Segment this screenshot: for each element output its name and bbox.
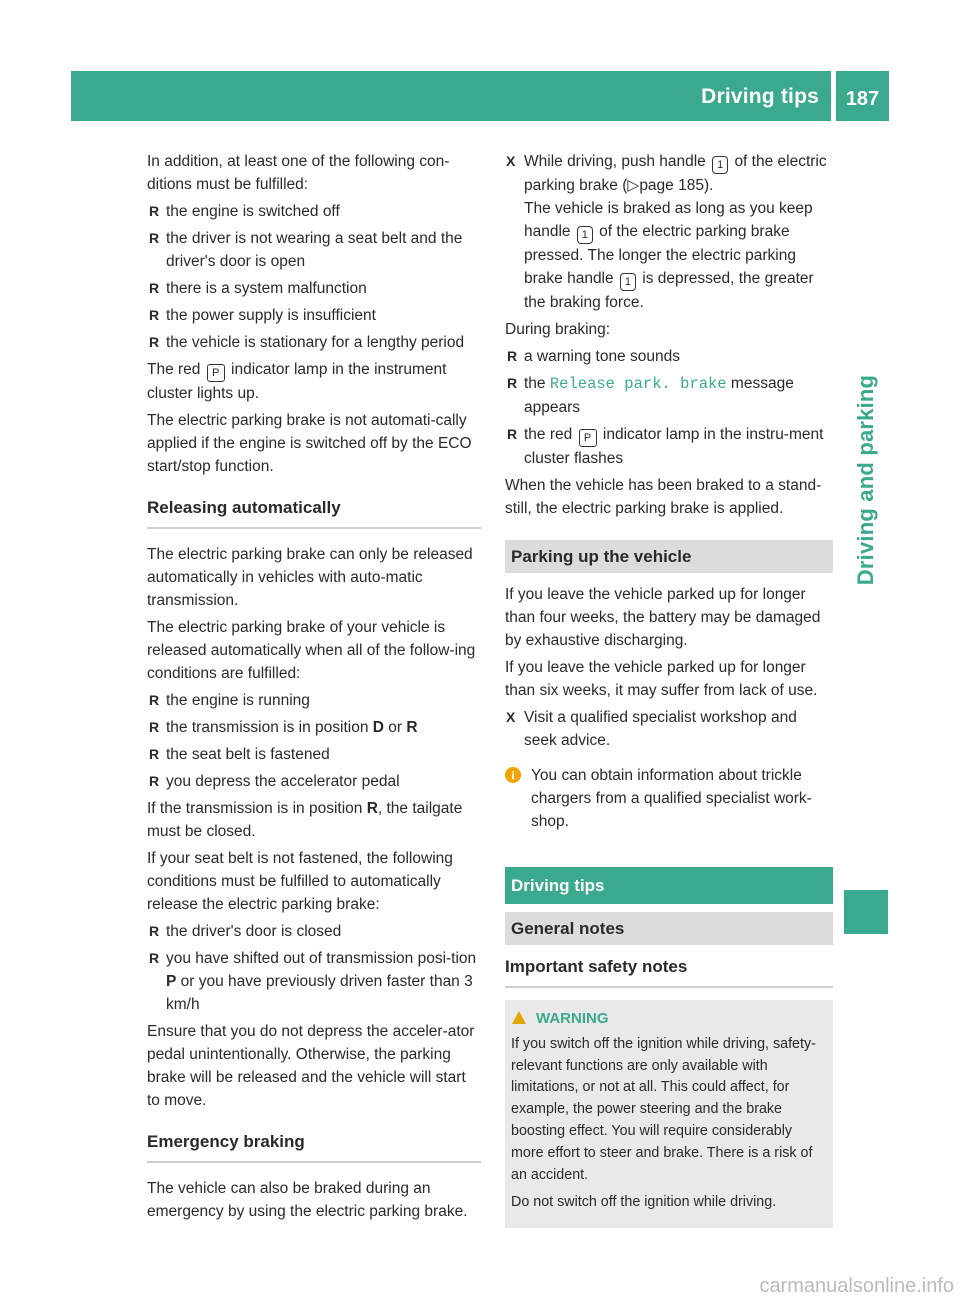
page-reference-link[interactable]: page 185). [639,177,714,194]
lamp-paragraph: The red P indicator lamp in the instrument cluster lights up. [147,361,447,402]
list-item: R you depress the accelerator pedal [147,770,481,793]
info-note: i You can obtain information about trickle chargers from a qualified specialist work-shop. [505,764,833,833]
action-step: X Visit a qualified specialist workshop and seek advice. [505,706,833,752]
left-column [147,150,481,1227]
list-item: R the engine is switched off [147,200,481,223]
heading-general-notes: General notes [505,912,833,945]
list-item: R the transmission is in position D or R [147,716,481,739]
right-column [505,150,833,1228]
tailgate-paragraph: If the transmission is in position R, the tailgate must be closed. [147,800,463,840]
warning-triangle-icon [512,1011,526,1024]
accelerator-paragraph: Ensure that you do not depress the acceler-ator pedal unintentionally. Otherwise, the parking brake will be released and the vehicle will start to move. [147,1023,475,1109]
release-paragraph-1: The electric parking brake can only be released automatically in vehicles with auto-matic transmission. [147,546,473,609]
heading-releasing-automatically: Releasing automatically [147,496,481,529]
warning-box [505,1000,833,1228]
list-item: R the Release park. brake message appears [505,372,833,419]
list-item: R the driver's door is closed [147,920,481,943]
eco-paragraph: The electric parking brake is not automati-cally applied if the engine is switched off by the ECO start/stop function. [147,412,472,475]
parking-paragraph-2: If you leave the vehicle parked up for longer than six weeks, it may suffer from lack of use. [505,659,818,699]
display-message: Release park. brake [549,375,727,393]
heading-driving-tips: Driving tips [505,867,833,904]
list-item: R the vehicle is stationary for a lengthy period [147,331,481,354]
page-number: 187 [836,71,889,121]
during-braking-label: During braking: [505,321,611,338]
warning-header: WARNING [511,1008,827,1030]
parking-paragraph-1: If you leave the vehicle parked up for longer than four weeks, the battery may be damaged by exhaustive discharging. [505,586,821,649]
handle-number-icon: 1 [712,156,728,174]
seatbelt-paragraph: If your seat belt is not fastened, the following conditions must be fulfilled to automatically release the electric parking brake: [147,850,453,913]
list-item: R the power supply is insufficient [147,304,481,327]
heading-important-safety-notes: Important safety notes [505,955,833,988]
parking-brake-lamp-icon: P [207,364,225,382]
list-item: R the driver is not wearing a seat belt and the driver's door is open [147,227,481,273]
watermark: carmanualsonline.info [759,1275,954,1297]
side-tab-label: Driving and parking [853,374,878,586]
heading-emergency-braking: Emergency braking [147,1130,481,1163]
warning-paragraph-1: If you switch off the ignition while driving, safety-relevant functions are only available with limitations, or not at all. This could affect, for example, the power steering and the brake boosting effect. You will require considerably more effort to steer and brake. There is a risk of an accident. [511,1035,816,1183]
list-item: R there is a system malfunction [147,277,481,300]
list-item: R you have shifted out of transmission posi-tion P or you have previously driven faster than 3 km/h [147,947,481,1016]
action-step: X While driving, push handle 1 of the electric parking brake (▷page 185). The vehicle is braked as long as you keep handle 1 of the electric parking brake pressed. The longer the electric parking brake handle 1 is depressed, the greater the braking force. [505,150,833,314]
warning-paragraph-2: Do not switch off the ignition while driving. [511,1194,777,1211]
standstill-paragraph: When the vehicle has been braked to a stand-still, the electric parking brake is applied. [505,477,822,517]
list-item: R the engine is running [147,689,481,712]
list-item: R the seat belt is fastened [147,743,481,766]
info-icon: i [505,767,521,783]
parking-brake-lamp-icon: P [579,429,597,447]
emergency-paragraph: The vehicle can also be braked during an emergency by using the electric parking brake. [147,1180,468,1220]
handle-number-icon: 1 [620,273,636,291]
page-header-bar [71,71,831,121]
list-item: R a warning tone sounds [505,345,833,368]
heading-parking-up: Parking up the vehicle [505,540,833,573]
header-title: Driving tips [701,85,819,108]
page-ref-arrow-icon: ▷ [627,177,640,194]
release-paragraph-2: The electric parking brake of your vehicle is released automatically when all of the follow-ing conditions are fulfilled: [147,619,476,682]
list-item: R the red P indicator lamp in the instru-ment cluster flashes [505,423,833,470]
side-tab-marker [844,890,888,934]
intro-paragraph: In addition, at least one of the following con-ditions must be fulfilled: [147,153,450,193]
handle-number-icon: 1 [577,226,593,244]
